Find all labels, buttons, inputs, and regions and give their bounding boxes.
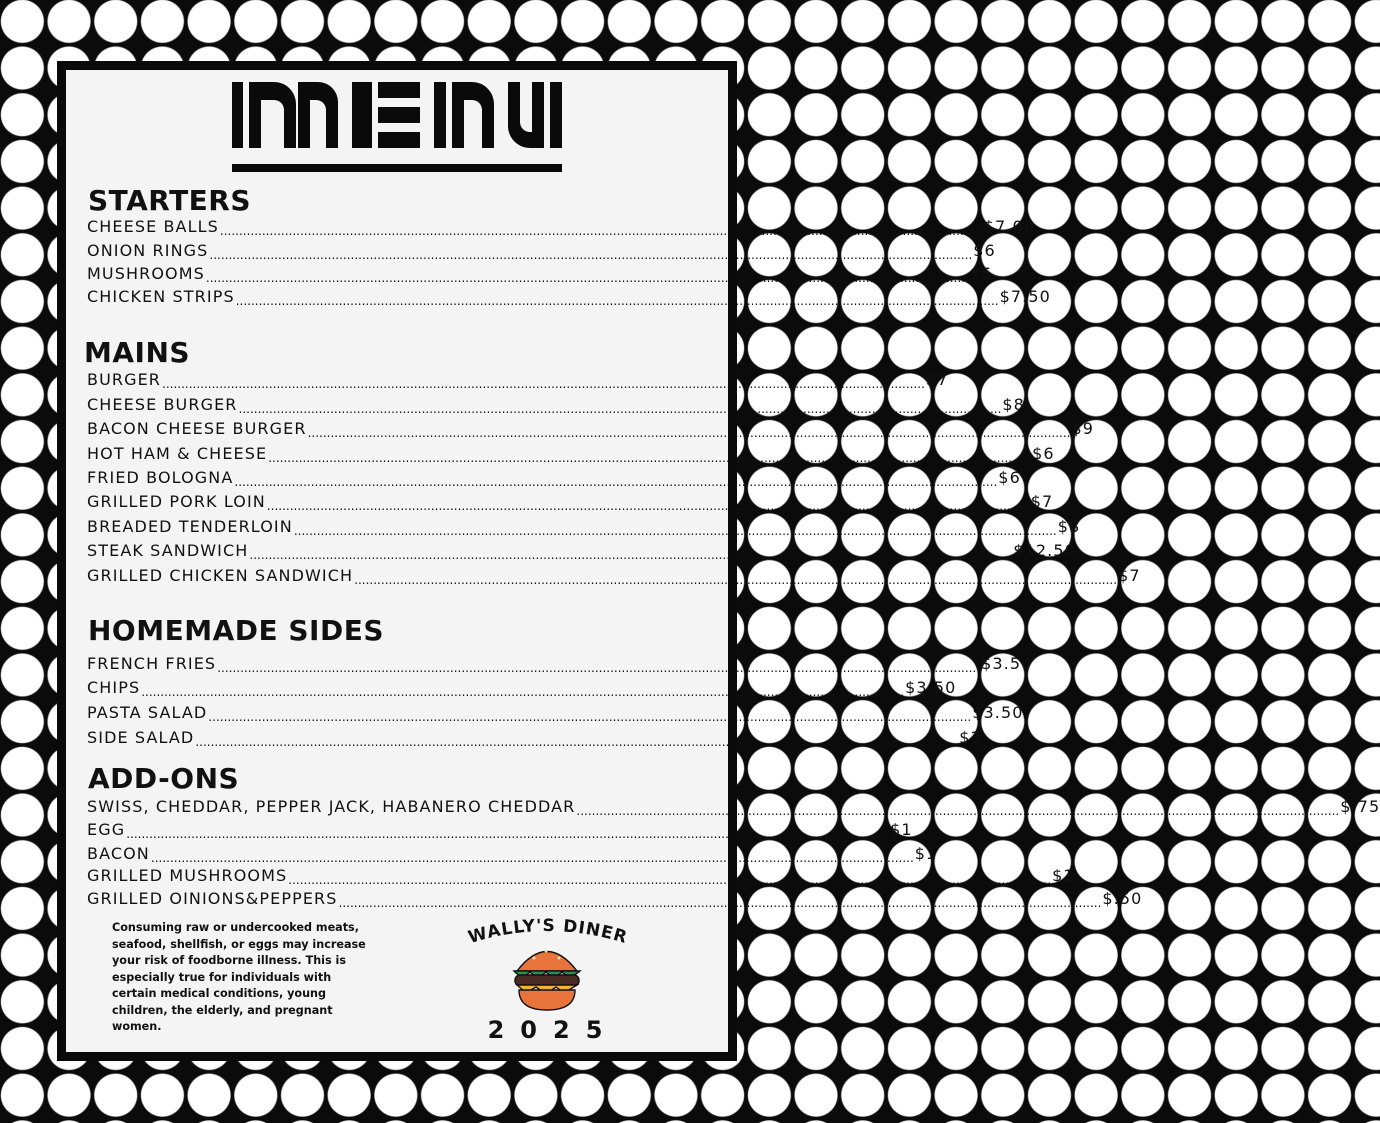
menu-item xyxy=(87,217,1036,241)
item-price: $12.50 xyxy=(1013,541,1076,560)
dot-leader: ........................................................................................................................................................................................................ xyxy=(219,224,983,238)
item-name: CHICKEN STRIPS xyxy=(87,287,235,306)
dot-leader: ........................................................................................................................................................................................................ xyxy=(150,851,914,865)
menu-item xyxy=(87,444,1055,468)
dot-leader: ........................................................................................................................................................................................................ xyxy=(288,873,1052,887)
item-price: $7 xyxy=(1030,492,1054,511)
logo-diner-name: WALLY'S DINER xyxy=(466,918,630,949)
item-name: FRIED BOLOGNA xyxy=(87,468,234,487)
menu-item xyxy=(87,797,1380,821)
item-name: ONION RINGS xyxy=(87,241,209,260)
item-price: $3 xyxy=(959,728,982,747)
menu-item xyxy=(87,654,1033,678)
dot-leader: ........................................................................................................................................................................................................ xyxy=(338,896,1102,910)
burger-icon xyxy=(514,950,580,1011)
item-name: BREADED TENDERLOIN xyxy=(87,517,293,536)
item-name: GRILLED CHICKEN SANDWICH xyxy=(87,566,354,585)
dot-leader: ........................................................................................................................................................................................................ xyxy=(354,573,1118,587)
section-heading-sides: HOMEMADE SIDES xyxy=(88,614,384,647)
menu-item xyxy=(87,492,1054,516)
menu-item xyxy=(87,468,1021,492)
menu-item xyxy=(87,419,1095,443)
item-name: GRILLED MUSHROOMS xyxy=(87,866,288,885)
item-price: $7 xyxy=(1118,566,1141,585)
dot-leader: ........................................................................................................................................................................................................ xyxy=(249,548,1013,562)
item-name: GRILLED OINIONS&PEPPERS xyxy=(87,889,338,908)
logo-year: 2025 xyxy=(487,1016,619,1044)
item-price: $1 xyxy=(1052,866,1075,885)
item-price: $7.50 xyxy=(999,287,1051,306)
dot-leader: ........................................................................................................................................................................................................ xyxy=(195,735,959,749)
dot-leader: ........................................................................................................................................................................................................ xyxy=(238,402,1002,416)
menu-item xyxy=(87,264,993,288)
item-price: $3.50 xyxy=(905,678,957,697)
item-price: $6 xyxy=(998,468,1021,487)
section-heading-starters: STARTERS xyxy=(88,184,252,217)
menu-item xyxy=(87,703,1024,727)
item-price: $6 xyxy=(1032,444,1055,463)
item-price: $8 xyxy=(1057,517,1081,536)
menu-item xyxy=(87,541,1076,565)
svg-text:WALLY'S DINER xyxy=(466,918,630,948)
dot-leader: ........................................................................................................................................................................................................ xyxy=(235,294,999,308)
item-price: $6 xyxy=(969,264,993,283)
item-name: STEAK SANDWICH xyxy=(87,541,249,560)
menu-item xyxy=(87,866,1075,890)
food-safety-notice: Consuming raw or undercooked meats, seafood, shellfish, or eggs may increase your risk of foodborne illness. This is especially true for individuals with certain medical conditions, young children, the elderly, and pregnant women. xyxy=(112,921,366,1033)
item-name: GRILLED PORK LOIN xyxy=(87,492,266,511)
menu-title xyxy=(232,82,562,148)
dot-leader: ........................................................................................................................................................................................................ xyxy=(162,377,925,391)
item-name: PASTA SALAD xyxy=(87,703,208,722)
menu-item xyxy=(87,517,1081,541)
dot-leader: ........................................................................................................................................................................................................ xyxy=(209,248,973,262)
item-name: CHIPS xyxy=(87,678,141,697)
menu-item xyxy=(87,566,1141,590)
menu-title-lettering xyxy=(232,82,562,148)
title-underline xyxy=(232,164,562,172)
menu-item xyxy=(87,678,957,702)
section-heading-add-ons: ADD-ONS xyxy=(88,762,240,795)
dot-leader: ........................................................................................................................................................................................................ xyxy=(234,475,998,489)
item-price: $7.00 xyxy=(983,217,1036,236)
item-price: $1 xyxy=(914,844,938,863)
item-name: SIDE SALAD xyxy=(87,728,195,747)
dot-leader: ........................................................................................................................................................................................................ xyxy=(266,499,1030,513)
menu-item xyxy=(87,728,982,752)
menu-item xyxy=(87,844,938,868)
item-name: CHEESE BALLS xyxy=(87,217,219,236)
item-name: BURGER xyxy=(87,370,162,389)
item-price: $.50 xyxy=(1102,889,1143,908)
menu-item xyxy=(87,241,996,265)
item-name: BACON CHEESE BURGER xyxy=(87,419,307,438)
dot-leader: ........................................................................................................................................................................................................ xyxy=(576,804,1340,818)
menu-item xyxy=(87,287,1051,311)
dot-leader: ........................................................................................................................................................................................................ xyxy=(208,710,972,724)
item-name: CHEESE BURGER xyxy=(87,395,238,414)
item-name: HOT HAM & CHEESE xyxy=(87,444,268,463)
item-price: $7 xyxy=(925,370,949,389)
dot-leader: ........................................................................................................................................................................................................ xyxy=(268,451,1032,465)
item-price: $8 xyxy=(1002,395,1025,414)
item-price: $6 xyxy=(973,241,996,260)
section-heading-mains: MAINS xyxy=(84,336,191,369)
item-name: EGG xyxy=(87,820,126,839)
dot-leader: ........................................................................................................................................................................................................ xyxy=(205,271,969,285)
item-name: BACON xyxy=(87,844,150,863)
menu-item xyxy=(87,370,949,394)
item-price: $9 xyxy=(1071,419,1095,438)
dot-leader: ........................................................................................................................................................................................................ xyxy=(217,661,981,675)
menu-item xyxy=(87,820,913,844)
item-name: MUSHROOMS xyxy=(87,264,205,283)
item-price: $.75 xyxy=(1340,797,1380,816)
item-name: FRENCH FRIES xyxy=(87,654,217,673)
dot-leader: ........................................................................................................................................................................................................ xyxy=(293,524,1057,538)
item-price: $1 xyxy=(890,820,913,839)
item-price: $3.50 xyxy=(981,654,1033,673)
menu-item xyxy=(87,889,1143,913)
item-name: SWISS, CHEDDAR, PEPPER JACK, HABANERO CHEDDAR xyxy=(87,797,576,816)
item-price: $3.50 xyxy=(972,703,1024,722)
menu-item xyxy=(87,395,1025,419)
dot-leader: ........................................................................................................................................................................................................ xyxy=(307,426,1071,440)
dot-leader: ........................................................................................................................................................................................................ xyxy=(141,685,905,699)
dot-leader: ........................................................................................................................................................................................................ xyxy=(126,827,890,841)
